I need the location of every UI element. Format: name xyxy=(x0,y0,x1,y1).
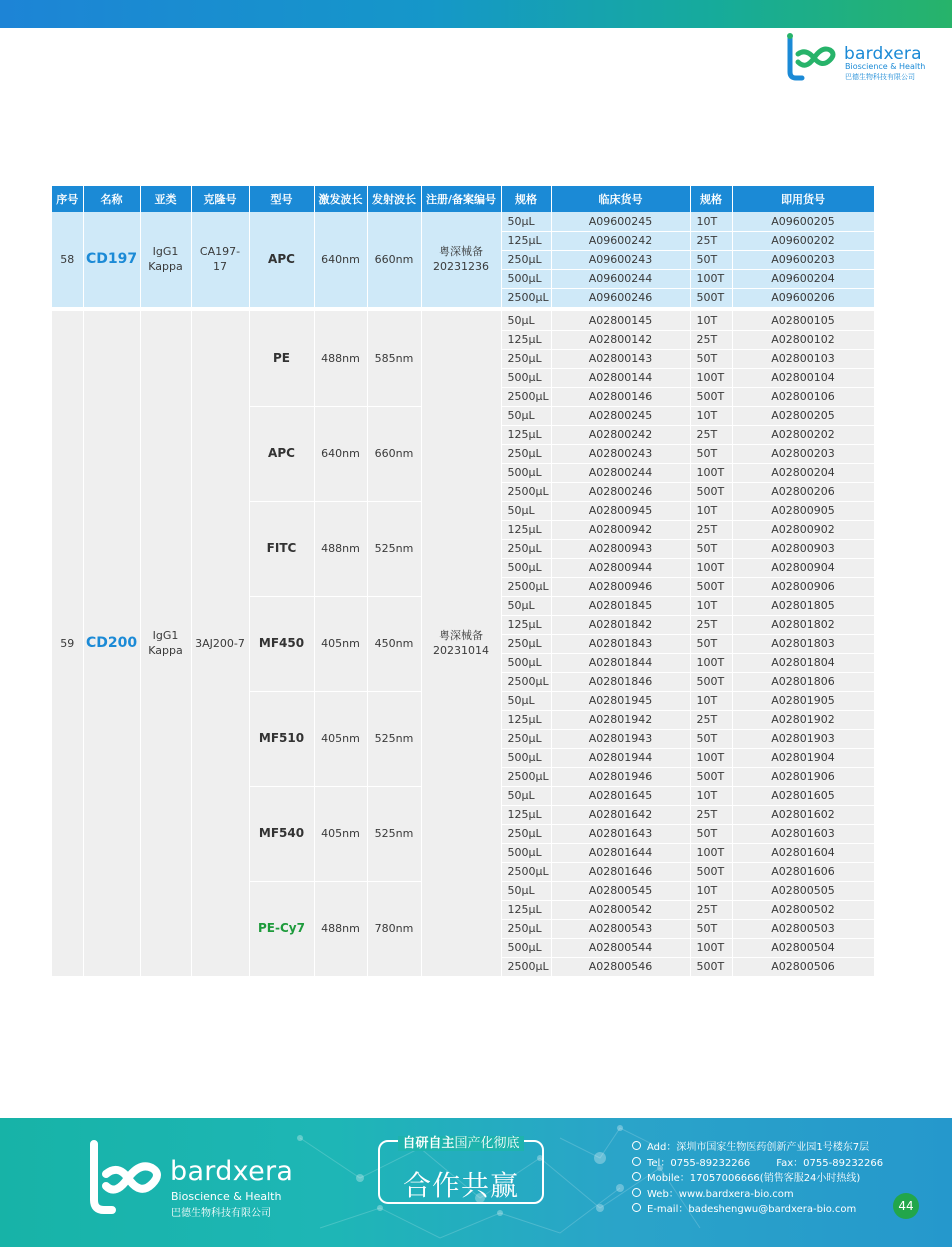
test-count-cell: 100T xyxy=(690,368,732,387)
clinical-code-cell: A02801844 xyxy=(551,653,690,672)
type-cell: APC xyxy=(249,406,314,501)
ready-code-cell: A02800902 xyxy=(732,520,874,539)
contact-fax: Fax：0755-89232266 xyxy=(776,1157,884,1169)
clinical-code-cell: A02800146 xyxy=(551,387,690,406)
volume-cell: 250μL xyxy=(501,539,551,558)
emission-cell: 525nm xyxy=(367,786,421,881)
subclass-line: IgG1 xyxy=(152,629,179,643)
clinical-code-cell: A09600242 xyxy=(551,231,690,250)
ready-code-cell: A02801902 xyxy=(732,710,874,729)
table-row xyxy=(52,212,874,231)
volume-cell: 250μL xyxy=(501,919,551,938)
name-cell: CD197 xyxy=(83,212,140,307)
test-count-cell: 10T xyxy=(690,212,732,231)
header-cell: 即用货号 xyxy=(732,186,874,212)
volume-cell: 500μL xyxy=(501,463,551,482)
name-cell: CD200 xyxy=(83,311,140,976)
volume-cell: 2500μL xyxy=(501,288,551,307)
header-brand: bardxera xyxy=(844,44,922,64)
email-icon xyxy=(632,1203,641,1212)
header-cell: 注册/备案编号 xyxy=(421,186,501,212)
registration-line: 粤深械备 xyxy=(439,629,483,643)
bardxera-logo-icon xyxy=(84,1138,168,1218)
ready-code-cell: A02800503 xyxy=(732,919,874,938)
volume-cell: 2500μL xyxy=(501,672,551,691)
ready-code-cell: A02801603 xyxy=(732,824,874,843)
contact-web[interactable]: Web：www.bardxera-bio.com xyxy=(632,1185,892,1201)
volume-cell: 500μL xyxy=(501,269,551,288)
excitation-cell: 488nm xyxy=(314,311,367,406)
slogan-bold: 自研自主 xyxy=(402,1136,455,1151)
clinical-code-cell: A02800242 xyxy=(551,425,690,444)
ready-code-cell: A02800904 xyxy=(732,558,874,577)
header-brand-sub-en: Bioscience & Health xyxy=(845,62,926,71)
ready-code-cell: A02800205 xyxy=(732,406,874,425)
type-cell: MF510 xyxy=(249,691,314,786)
phone-icon xyxy=(632,1157,641,1166)
test-count-cell: 50T xyxy=(690,539,732,558)
top-gradient-bar xyxy=(0,0,952,28)
table-row xyxy=(52,311,874,330)
clinical-code-cell: A02800942 xyxy=(551,520,690,539)
clinical-code-cell: A02801644 xyxy=(551,843,690,862)
ready-code-cell: A09600204 xyxy=(732,269,874,288)
clinical-code-cell: A02801845 xyxy=(551,596,690,615)
ready-code-cell: A02800102 xyxy=(732,330,874,349)
test-count-cell: 500T xyxy=(690,482,732,501)
clinical-code-cell: A09600246 xyxy=(551,288,690,307)
volume-cell: 500μL xyxy=(501,558,551,577)
type-cell: APC xyxy=(249,212,314,307)
clinical-code-cell: A02800144 xyxy=(551,368,690,387)
emission-cell: 780nm xyxy=(367,881,421,976)
volume-cell: 2500μL xyxy=(501,482,551,501)
volume-cell: 250μL xyxy=(501,634,551,653)
type-cell: MF450 xyxy=(249,596,314,691)
clinical-code-cell: A02800945 xyxy=(551,501,690,520)
volume-cell: 250μL xyxy=(501,444,551,463)
registration-cell xyxy=(421,212,501,307)
volume-cell: 50μL xyxy=(501,786,551,805)
emission-cell: 660nm xyxy=(367,406,421,501)
ready-code-cell: A02801906 xyxy=(732,767,874,786)
slogan-line1 xyxy=(380,1132,542,1151)
clinical-code-cell: A02800244 xyxy=(551,463,690,482)
clinical-code-cell: A02800542 xyxy=(551,900,690,919)
test-count-cell: 25T xyxy=(690,900,732,919)
ready-code-cell: A02801803 xyxy=(732,634,874,653)
ready-code-cell: A02800104 xyxy=(732,368,874,387)
location-icon xyxy=(632,1141,641,1150)
ready-code-cell: A02801905 xyxy=(732,691,874,710)
clinical-code-cell: A02800545 xyxy=(551,881,690,900)
contact-info xyxy=(632,1138,892,1216)
registration-line: 20231236 xyxy=(433,260,489,274)
table-header-row xyxy=(52,186,874,212)
registration-line: 20231014 xyxy=(433,644,489,658)
clinical-code-cell: A02801846 xyxy=(551,672,690,691)
volume-cell: 500μL xyxy=(501,843,551,862)
header-cell: 型号 xyxy=(249,186,314,212)
test-count-cell: 10T xyxy=(690,881,732,900)
volume-cell: 2500μL xyxy=(501,767,551,786)
footer-logo xyxy=(84,1138,294,1228)
clinical-code-cell: A02800946 xyxy=(551,577,690,596)
bardxera-logo-icon xyxy=(784,32,842,82)
product-table xyxy=(52,186,875,977)
test-count-cell: 100T xyxy=(690,558,732,577)
test-count-cell: 10T xyxy=(690,691,732,710)
type-cell: FITC xyxy=(249,501,314,596)
emission-cell: 660nm xyxy=(367,212,421,307)
test-count-cell: 50T xyxy=(690,349,732,368)
test-count-cell: 50T xyxy=(690,919,732,938)
ready-code-cell: A02801904 xyxy=(732,748,874,767)
index-cell: 59 xyxy=(52,311,83,976)
clinical-code-cell: A02800943 xyxy=(551,539,690,558)
globe-icon xyxy=(632,1188,641,1197)
type-cell: MF540 xyxy=(249,786,314,881)
ready-code-cell: A02801805 xyxy=(732,596,874,615)
volume-cell: 500μL xyxy=(501,653,551,672)
slogan-line2: 合作共赢 xyxy=(402,1169,519,1202)
mobile-icon xyxy=(632,1172,641,1181)
index-cell: 58 xyxy=(52,212,83,307)
test-count-cell: 50T xyxy=(690,250,732,269)
clinical-code-cell: A02800145 xyxy=(551,311,690,330)
test-count-cell: 100T xyxy=(690,843,732,862)
ready-code-cell: A02801903 xyxy=(732,729,874,748)
clinical-code-cell: A02800243 xyxy=(551,444,690,463)
volume-cell: 125μL xyxy=(501,805,551,824)
volume-cell: 2500μL xyxy=(501,862,551,881)
ready-code-cell: A02800106 xyxy=(732,387,874,406)
header-cell: 亚类 xyxy=(140,186,191,212)
ready-code-cell: A02800103 xyxy=(732,349,874,368)
clinical-code-cell: A02801842 xyxy=(551,615,690,634)
test-count-cell: 100T xyxy=(690,653,732,672)
volume-cell: 50μL xyxy=(501,212,551,231)
volume-cell: 50μL xyxy=(501,406,551,425)
ready-code-cell: A02800504 xyxy=(732,938,874,957)
volume-cell: 2500μL xyxy=(501,577,551,596)
test-count-cell: 100T xyxy=(690,938,732,957)
clinical-code-cell: A02801643 xyxy=(551,824,690,843)
volume-cell: 125μL xyxy=(501,231,551,250)
test-count-cell: 25T xyxy=(690,425,732,444)
volume-cell: 2500μL xyxy=(501,957,551,976)
contact-phone: Tel：0755-89232266 Fax：0755-89232266 xyxy=(632,1154,892,1170)
test-count-cell: 100T xyxy=(690,463,732,482)
volume-cell: 50μL xyxy=(501,691,551,710)
test-count-cell: 500T xyxy=(690,672,732,691)
subclass-cell xyxy=(140,212,191,307)
excitation-cell: 405nm xyxy=(314,786,367,881)
footer-brand-sub-cn: 巴德生物科技有限公司 xyxy=(171,1208,271,1219)
clinical-code-cell: A02800245 xyxy=(551,406,690,425)
subclass-cell xyxy=(140,311,191,976)
ready-code-cell: A02800105 xyxy=(732,311,874,330)
ready-code-cell: A02800506 xyxy=(732,957,874,976)
subclass-line: Kappa xyxy=(148,260,183,274)
volume-cell: 250μL xyxy=(501,349,551,368)
ready-code-cell: A02801605 xyxy=(732,786,874,805)
footer-brand-sub-en: Bioscience & Health xyxy=(171,1190,282,1203)
footer xyxy=(0,1118,952,1247)
contact-mobile: Mobile：17057006666(销售客服24小时热线) xyxy=(632,1169,892,1185)
ready-code-cell: A02801804 xyxy=(732,653,874,672)
emission-cell: 585nm xyxy=(367,311,421,406)
slogan-rest: 国产化彻底 xyxy=(454,1136,520,1151)
ready-code-cell: A09600202 xyxy=(732,231,874,250)
volume-cell: 125μL xyxy=(501,900,551,919)
test-count-cell: 50T xyxy=(690,634,732,653)
ready-code-cell: A09600203 xyxy=(732,250,874,269)
header-cell: 规格 xyxy=(690,186,732,212)
test-count-cell: 10T xyxy=(690,406,732,425)
volume-cell: 125μL xyxy=(501,520,551,539)
ready-code-cell: A02801604 xyxy=(732,843,874,862)
excitation-cell: 640nm xyxy=(314,212,367,307)
ready-code-cell: A02800204 xyxy=(732,463,874,482)
ready-code-cell: A02800906 xyxy=(732,577,874,596)
test-count-cell: 25T xyxy=(690,330,732,349)
test-count-cell: 25T xyxy=(690,231,732,250)
page-number: 44 xyxy=(893,1193,919,1219)
volume-cell: 500μL xyxy=(501,368,551,387)
header-cell: 规格 xyxy=(501,186,551,212)
volume-cell: 250μL xyxy=(501,250,551,269)
excitation-cell: 488nm xyxy=(314,881,367,976)
subclass-line: IgG1 xyxy=(152,245,179,259)
volume-cell: 125μL xyxy=(501,615,551,634)
type-cell: PE-Cy7 xyxy=(249,881,314,976)
ready-code-cell: A09600206 xyxy=(732,288,874,307)
contact-address: Add：深圳市国家生物医药创新产业园1号楼东7层 xyxy=(632,1138,892,1154)
test-count-cell: 500T xyxy=(690,288,732,307)
test-count-cell: 10T xyxy=(690,311,732,330)
header-cell: 克隆号 xyxy=(191,186,249,212)
test-count-cell: 10T xyxy=(690,786,732,805)
volume-cell: 500μL xyxy=(501,748,551,767)
clinical-code-cell: A02801646 xyxy=(551,862,690,881)
clinical-code-cell: A02801944 xyxy=(551,748,690,767)
ready-code-cell: A02800502 xyxy=(732,900,874,919)
emission-cell: 525nm xyxy=(367,501,421,596)
header-brand-sub-cn: 巴德生物科技有限公司 xyxy=(845,73,915,81)
clinical-code-cell: A09600245 xyxy=(551,212,690,231)
test-count-cell: 500T xyxy=(690,577,732,596)
type-cell: PE xyxy=(249,311,314,406)
clinical-code-cell: A02800544 xyxy=(551,938,690,957)
contact-email[interactable]: E-mail：badeshengwu@bardxera-bio.com xyxy=(632,1200,892,1216)
clone-cell: CA197-17 xyxy=(191,212,249,307)
clinical-code-cell: A02801843 xyxy=(551,634,690,653)
volume-cell: 50μL xyxy=(501,311,551,330)
footer-brand: bardxera xyxy=(170,1156,294,1187)
test-count-cell: 10T xyxy=(690,501,732,520)
ready-code-cell: A02800203 xyxy=(732,444,874,463)
ready-code-cell: A02800905 xyxy=(732,501,874,520)
slogan-box xyxy=(378,1136,544,1204)
clinical-code-cell: A09600243 xyxy=(551,250,690,269)
ready-code-cell: A02800206 xyxy=(732,482,874,501)
clinical-code-cell: A02800246 xyxy=(551,482,690,501)
clinical-code-cell: A02801942 xyxy=(551,710,690,729)
volume-cell: 50μL xyxy=(501,596,551,615)
clinical-code-cell: A02800142 xyxy=(551,330,690,349)
ready-code-cell: A09600205 xyxy=(732,212,874,231)
test-count-cell: 500T xyxy=(690,862,732,881)
volume-cell: 125μL xyxy=(501,425,551,444)
volume-cell: 125μL xyxy=(501,330,551,349)
test-count-cell: 100T xyxy=(690,269,732,288)
emission-cell: 525nm xyxy=(367,691,421,786)
header-cell: 临床货号 xyxy=(551,186,690,212)
emission-cell: 450nm xyxy=(367,596,421,691)
volume-cell: 50μL xyxy=(501,881,551,900)
clinical-code-cell: A02801945 xyxy=(551,691,690,710)
clinical-code-cell: A09600244 xyxy=(551,269,690,288)
clinical-code-cell: A02800143 xyxy=(551,349,690,368)
subclass-line: Kappa xyxy=(148,644,183,658)
volume-cell: 500μL xyxy=(501,938,551,957)
clinical-code-cell: A02800543 xyxy=(551,919,690,938)
header-cell: 名称 xyxy=(83,186,140,212)
test-count-cell: 10T xyxy=(690,596,732,615)
ready-code-cell: A02801806 xyxy=(732,672,874,691)
ready-code-cell: A02800903 xyxy=(732,539,874,558)
header-logo xyxy=(784,32,934,82)
test-count-cell: 50T xyxy=(690,824,732,843)
header-cell: 发射波长 xyxy=(367,186,421,212)
test-count-cell: 25T xyxy=(690,805,732,824)
test-count-cell: 50T xyxy=(690,444,732,463)
test-count-cell: 25T xyxy=(690,615,732,634)
volume-cell: 250μL xyxy=(501,729,551,748)
clinical-code-cell: A02800944 xyxy=(551,558,690,577)
clinical-code-cell: A02801946 xyxy=(551,767,690,786)
clinical-code-cell: A02801645 xyxy=(551,786,690,805)
registration-line: 粤深械备 xyxy=(439,245,483,259)
volume-cell: 50μL xyxy=(501,501,551,520)
excitation-cell: 488nm xyxy=(314,501,367,596)
header-cell: 激发波长 xyxy=(314,186,367,212)
clone-cell: 3AJ200-7 xyxy=(191,311,249,976)
clinical-code-cell: A02801943 xyxy=(551,729,690,748)
clinical-code-cell: A02800546 xyxy=(551,957,690,976)
clinical-code-cell: A02801642 xyxy=(551,805,690,824)
test-count-cell: 500T xyxy=(690,387,732,406)
excitation-cell: 405nm xyxy=(314,596,367,691)
volume-cell: 2500μL xyxy=(501,387,551,406)
volume-cell: 125μL xyxy=(501,710,551,729)
ready-code-cell: A02800505 xyxy=(732,881,874,900)
volume-cell: 250μL xyxy=(501,824,551,843)
test-count-cell: 500T xyxy=(690,957,732,976)
ready-code-cell: A02800202 xyxy=(732,425,874,444)
ready-code-cell: A02801602 xyxy=(732,805,874,824)
test-count-cell: 25T xyxy=(690,520,732,539)
test-count-cell: 50T xyxy=(690,729,732,748)
registration-cell xyxy=(421,311,501,976)
test-count-cell: 100T xyxy=(690,748,732,767)
excitation-cell: 640nm xyxy=(314,406,367,501)
test-count-cell: 25T xyxy=(690,710,732,729)
ready-code-cell: A02801802 xyxy=(732,615,874,634)
ready-code-cell: A02801606 xyxy=(732,862,874,881)
header-cell: 序号 xyxy=(52,186,83,212)
test-count-cell: 500T xyxy=(690,767,732,786)
excitation-cell: 405nm xyxy=(314,691,367,786)
